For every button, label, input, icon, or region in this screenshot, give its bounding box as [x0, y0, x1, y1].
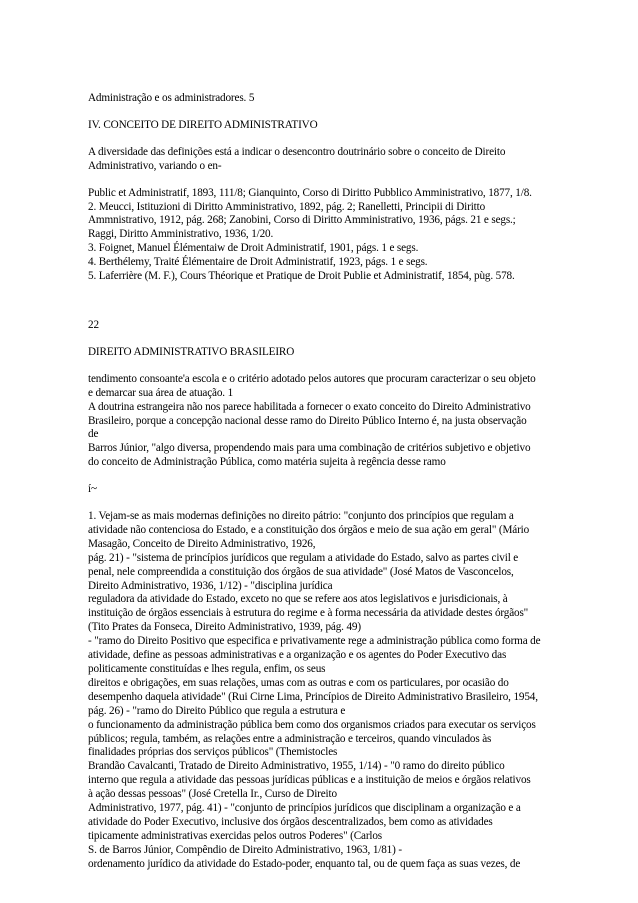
body-paragraph	[88, 373, 578, 470]
page-number-text: 22	[88, 318, 99, 331]
footnote-line: interno que regula a atividade das pessoas jurídicas públicas e a instituição de meios e órgãos relativos	[88, 774, 531, 787]
text-line: tendimento consoante'a escola e o critério adotado pelos autores que procuram caracterizar o seu objeto	[88, 372, 536, 385]
text-line: A diversidade das definições está a indicar o desencontro doutrinário sobre o conceito de Direito	[88, 145, 506, 158]
text-line: do conceito de Administração Pública, como matéria sujeita à regência desse ramo	[88, 456, 446, 469]
document-page	[88, 92, 578, 872]
stray-mark	[88, 483, 578, 497]
footnote-line: pág. 21) - "sistema de princípios jurídicos que regulam a atividade do Estado, salvo as partes civil e	[88, 551, 519, 564]
footnote-line: penal, nele compreendida a constituição dos órgãos de sua atividade" (José Matos de Vasconcelos,	[88, 565, 514, 578]
intro-paragraph	[88, 146, 578, 174]
footnote-line: Ammnistrativo, 1912, pág. 268; Zanobini, Corso di Diritto Amministrativo, 1936, págs. 21 e segs.;	[88, 214, 516, 227]
footnote-line: 2. Meucci, Istituzioni di Diritto Amministrativo, 1892, pág. 2; Ranelletti, Principii di Diritto	[88, 200, 486, 213]
footnote-line: instituição de órgãos essenciais à estrutura do regime e à forma necessária da atividade destes órgãos"	[88, 607, 529, 620]
footnote-line: 5. Laferrière (M. F.), Cours Théorique et Pratique de Droit Publie et Administratif, 1854, pùg. 578.	[88, 270, 515, 283]
footnote-line: reguladora da atividade do Estado, exceto no que se refere aos atos legislativos e jurisdicionais, à	[88, 593, 508, 606]
running-title	[88, 346, 578, 360]
text-line: Administrativo, variando o en-	[88, 159, 222, 172]
footnotes-top	[88, 187, 578, 284]
header-line	[88, 92, 578, 106]
page-number	[88, 319, 578, 333]
footnote-line: atividade não contenciosa do Estado, e a constituição dos órgãos e meio de sua ação em geral" (Mário	[88, 523, 530, 536]
footnote-line: 1. Vejam-se as mais modernas definições no direito pátrio: "conjunto dos princípios que regulam a	[88, 510, 514, 523]
text-line: A doutrina estrangeira não nos parece habilitada a fornecer o exato conceito do Direito Administrativo	[88, 400, 531, 413]
footnote-line: S. de Barros Júnior, Compêndio de Direito Administrativo, 1963, 1/81) -	[88, 843, 402, 856]
footnote-line: desempenho daquela atividade" (Rui Cirne Lima, Princípios de Direito Administrativo Brasileiro, 1954,	[88, 690, 538, 703]
footnote-line: politicamente constituídas e lhes regula, enfim, os seus	[88, 663, 326, 675]
footnote-line: direitos e obrigações, em suas relações, umas com as outras e com os particulares, por ocasião do	[88, 676, 509, 689]
footnote-line: atividade do Poder Executivo, inclusive dos órgãos descentralizados, bem como as atividades	[88, 815, 493, 828]
running-title-text: DIREITO ADMINISTRATIVO BRASILEIRO	[88, 345, 295, 358]
footnote-line: Masagão, Conceito de Direito Administrativo, 1926,	[88, 537, 316, 550]
footnote-line: finalidades próprias dos serviços públicos" (Themistocles	[88, 746, 338, 759]
footnote-line: ordenamento jurídico da atividade do Estado-poder, enquanto tal, ou de quem faça as suas vezes, de	[88, 857, 521, 870]
footnote-line: Brandão Cavalcanti, Tratado de Direito Administrativo, 1955, 1/14) - "0 ramo do direito público	[88, 760, 505, 773]
footnote-line: atividade, define as pessoas administrativas e a organização e os agentes do Poder Executivo das	[88, 649, 507, 662]
footnote-line: o funcionamento da administração pública bem como dos organismos criados para executar os serviços	[88, 718, 536, 731]
footnote-line: (Tito Prates da Fonseca, Direito Administrativo, 1939, pág. 49)	[88, 621, 361, 634]
footnote-line: à ação dessas pessoas" (José Cretella Ir., Curso de Direito	[88, 788, 337, 801]
section-title-text: IV. CONCEITO DE DIREITO ADMINISTRATIVO	[88, 118, 318, 131]
section-title	[88, 119, 578, 133]
footnotes-bottom	[88, 510, 578, 872]
stray-mark-text: í~	[88, 483, 97, 496]
footnote-line: - "ramo do Direito Positivo que especifica e privativamente rege a administração pública como forma de	[88, 635, 541, 648]
footnote-line: tipicamente administrativas exercidas pelos outros Poderes" (Carlos	[88, 829, 383, 842]
footnote-line: públicos; regula, também, as relações entre a administração e terceiros, quando vinculados às	[88, 732, 492, 745]
text-line: e demarcar sua área de atuação. 1	[88, 386, 234, 399]
header-text: Administração e os administradores. 5	[88, 92, 255, 104]
text-line: Brasileiro, porque a concepção nacional desse ramo do Direito Público Interno é, na justa observação	[88, 414, 527, 427]
footnote-line: Raggi, Diritto Amministrativo, 1936, 1/20.	[88, 228, 274, 241]
footnote-line: pág. 26) - "ramo do Direito Público que regula a estrutura e	[88, 704, 346, 717]
text-line: de	[88, 428, 99, 441]
text-line: Barros Júnior, "algo diversa, propendendo mais para uma combinação de critérios subjetivo e objetivo	[88, 442, 531, 455]
footnote-line: Public et Administratif, 1893, 111/8; Gianquinto, Corso di Diritto Pubblico Amministrativo, 1877, 1/8.	[88, 186, 532, 199]
footnote-line: 3. Foignet, Manuel Élémentaiw de Droit Administratif, 1901, págs. 1 e segs.	[88, 242, 419, 255]
footnote-line: Administrativo, 1977, pág. 41) - "conjunto de princípios jurídicos que disciplinam a organização e a	[88, 802, 521, 815]
footnote-line: Direito Administrativo, 1936, 1/12) - "disciplina jurídica	[88, 579, 333, 592]
footnote-line: 4. Berthélemy, Traité Élémentaire de Droit Administratif, 1923, págs. 1 e segs.	[88, 256, 428, 269]
